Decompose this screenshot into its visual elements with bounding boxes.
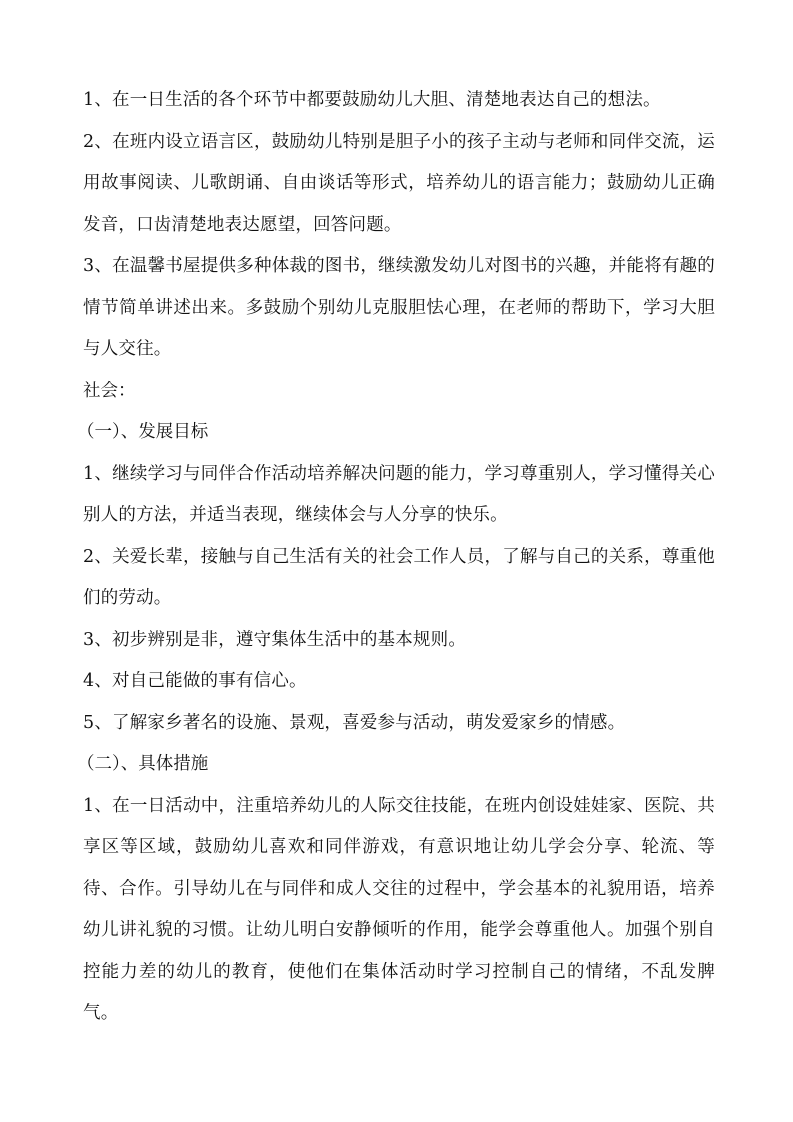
social-goal-3: 3、初步辨别是非，遵守集体生活中的基本规则。 <box>83 629 467 650</box>
social-goal-1: 1、继续学习与同伴合作活动培养解决问题的能力，学习尊重别人，学习懂得关心别人的方法，并适当表现，继续体会与人分享的快乐。 <box>83 463 715 525</box>
social-goal-4: 4、对自己能做的事有信心。 <box>83 671 307 691</box>
social-section-title: 社会： <box>83 380 136 401</box>
document-body <box>77 80 715 1035</box>
social-measures-heading: （二）、具体措施 <box>77 754 209 774</box>
social-measure-1: 1、在一日活动中，注重培养幼儿的人际交往技能，在班内创设娃娃家、医院、共享区等区域，鼓励幼儿喜欢和同伴游戏，有意识地让幼儿学会分享、轮流、等待、合作。引导幼儿在与同伴和成人交往的过程中，学会基本的礼貌用语，培养幼儿讲礼貌的习惯。让幼儿明白安静倾听的作用，能学会尊重他人。加强个别自控能力差的幼儿的教育，使他们在集体活动时学习控制自己的情绪，不乱发脾气。 <box>83 795 715 1023</box>
language-measure-3: 3、在温馨书屋提供多种体裁的图书，继续激发幼儿对图书的兴趣，并能将有趣的情节简单讲述出来。多鼓励个别幼儿克服胆怯心理，在老师的帮助下，学习大胆与人交往。 <box>83 256 715 359</box>
social-goals-heading: （一）、发展目标 <box>77 422 209 442</box>
social-goal-5: 5、了解家乡著名的设施、景观，喜爱参与活动，萌发爱家乡的情感。 <box>83 712 626 733</box>
language-measure-1: 1、在一日生活的各个环节中都要鼓励幼儿大胆、清楚地表达自己的想法。 <box>83 90 661 110</box>
social-goal-2: 2、关爱长辈，接触与自己生活有关的社会工作人员，了解与自己的关系，尊重他们的劳动。 <box>83 546 715 608</box>
language-measure-2: 2、在班内设立语言区，鼓励幼儿特别是胆子小的孩子主动与老师和同伴交流，运用故事阅读、儿歌朗诵、自由谈话等形式，培养幼儿的语言能力；鼓励幼儿正确发音，口齿清楚地表达愿望，回答问题。 <box>83 131 715 235</box>
